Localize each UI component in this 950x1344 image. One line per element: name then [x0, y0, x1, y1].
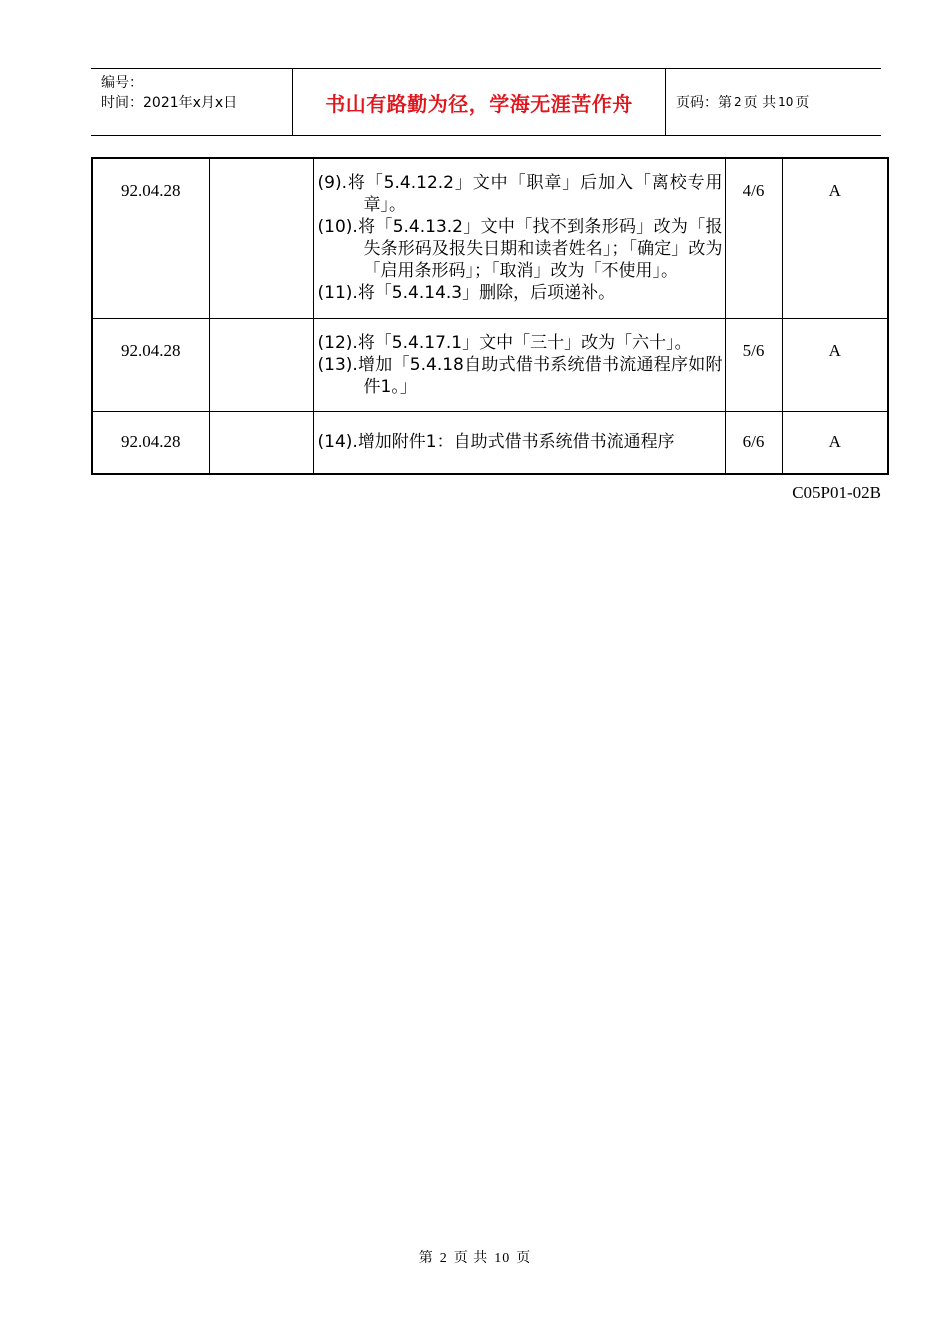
revision-description: [313, 158, 725, 318]
blank-cell: [209, 158, 313, 318]
header-meta: [101, 73, 237, 113]
revision-item: (9).将「5.4.12.2」文中「职章」后加入「离校专用章」。: [317, 173, 723, 216]
table-row: [92, 411, 888, 474]
table-row: [92, 318, 888, 411]
page-mid: 页 共: [743, 95, 777, 111]
revision-date: 92.04.28: [92, 158, 209, 318]
revision-page: 5/6: [725, 318, 782, 411]
page-number: 2: [734, 95, 742, 109]
header-motto: 书山有路勤为径，学海无涯苦作舟: [325, 91, 633, 116]
footer-suffix: 页: [516, 1251, 532, 1266]
revision-version: A: [782, 158, 888, 318]
revision-item: (14).增加附件1：自助式借书系统借书流通程序: [317, 432, 675, 453]
document-code-label: 编号：: [101, 75, 143, 91]
form-code: C05P01-02B: [792, 483, 881, 502]
blank-cell: [209, 318, 313, 411]
page-total: 10: [778, 95, 794, 109]
footer-prefix: 第: [418, 1251, 434, 1266]
revision-item: (13).增加「5.4.18自助式借书系统借书流通程序如附件1。」: [317, 354, 723, 397]
revision-date: 92.04.28: [92, 411, 209, 474]
page-footer: [0, 1247, 950, 1267]
revision-version: A: [782, 411, 888, 474]
page-header: [91, 68, 881, 136]
footer-page-number: 2: [439, 1251, 448, 1266]
revision-item: (10).将「5.4.13.2」文中「找不到条形码」改为「报失条形码及报失日期和读者姓名」；「确定」改为「启用条形码」；「取消」改为「不使用」。: [317, 217, 723, 282]
footer-mid: 页 共: [453, 1251, 489, 1266]
blank-cell: [209, 411, 313, 474]
revision-item: (11).将「5.4.14.3」删除，后项递补。: [317, 283, 616, 304]
revision-page: 4/6: [725, 158, 782, 318]
revision-description: [313, 411, 725, 474]
revision-description: [313, 318, 725, 411]
revision-item: (12).将「5.4.17.1」文中「三十」改为「六十」。: [317, 332, 692, 353]
document-time: 时间：2021年x月x日: [101, 95, 238, 111]
revision-date: 92.04.28: [92, 318, 209, 411]
table-row: [92, 158, 888, 318]
page-suffix: 页: [795, 95, 810, 111]
header-divider: [665, 69, 666, 135]
header-page-indicator: [676, 69, 809, 135]
revision-table: [91, 157, 889, 475]
revision-version: A: [782, 318, 888, 411]
revision-page: 6/6: [725, 411, 782, 474]
page-prefix: 页码：第: [676, 95, 732, 111]
footer-page-total: 10: [494, 1251, 511, 1266]
